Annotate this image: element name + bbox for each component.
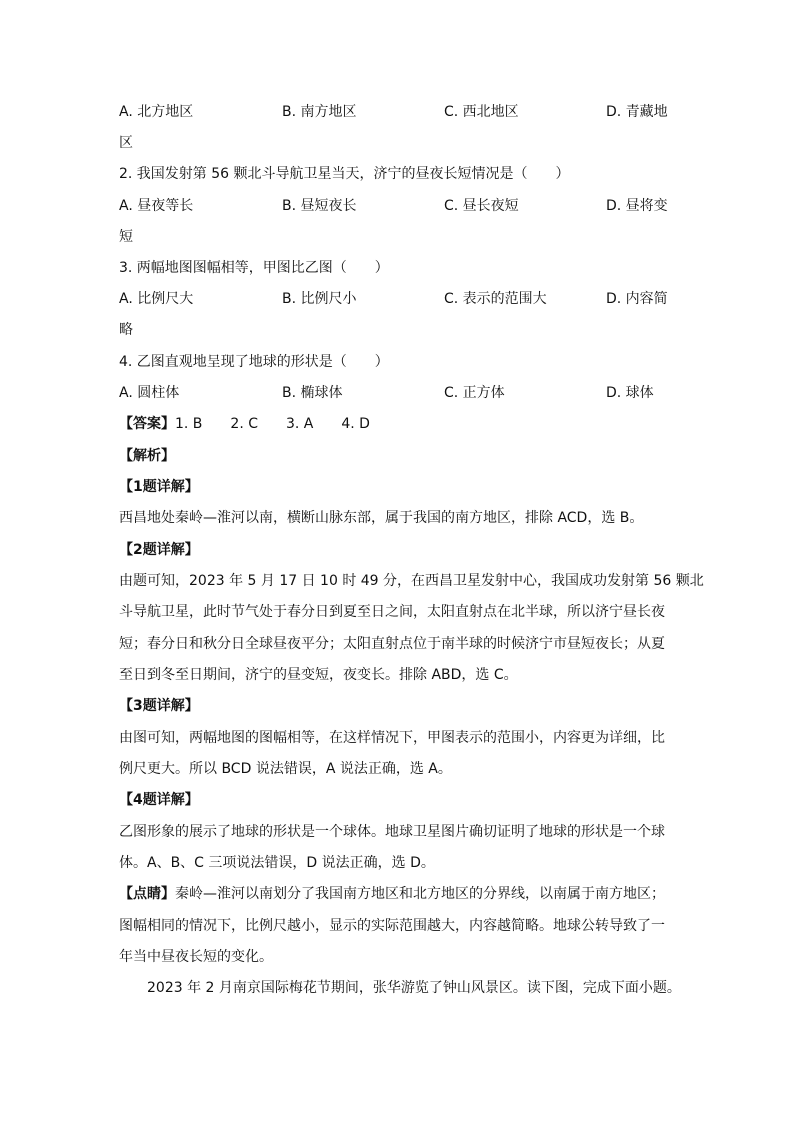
q2-option-c: C. 昼长夜短 [444,198,519,214]
detail-2-title: 【2题详解】 [119,542,199,558]
detail-3-line-2: 例尺更大。所以 BCD 说法错误，A 说法正确，选 A。 [119,761,452,777]
tip-label: 【点睛】 [119,886,175,902]
detail-3-line-1: 由图可知，两幅地图的图幅相等，在这样情况下，甲图表示的范围小，内容更为详细，比 [119,730,665,746]
q2-option-b: B. 昼短夜长 [282,198,357,214]
q4-option-b: B. 椭球体 [282,385,343,401]
detail-2-line-2: 斗导航卫星，此时节气处于春分日到夏至日之间，太阳直射点在北半球，所以济宁昼长夜 [119,604,665,620]
q3-option-d-wrap: 略 [119,322,133,338]
q2-option-d-wrap: 短 [119,229,133,245]
q2-option-a: A. 昼夜等长 [119,198,194,214]
detail-4-line-1: 乙图形象的展示了地球的形状是一个球体。地球卫星图片确切证明了地球的形状是一个球 [119,824,665,840]
tip-line-3: 年当中昼夜长短的变化。 [119,949,273,965]
answer-text: 1. B 2. C 3. A 4. D [175,416,370,432]
detail-4-title: 【4题详解】 [119,792,199,808]
q1-option-c: C. 西北地区 [444,104,519,120]
q3-stem: 3. 两幅地图图幅相等，甲图比乙图（ ） [119,260,389,276]
answer-line [119,414,370,434]
q1-option-d: D. 青藏地 [606,104,668,120]
detail-2-line-1: 由题可知，2023 年 5 月 17 日 10 时 49 分，在西昌卫星发射中心，我国成功发射第 56 颗北 [119,573,704,589]
detail-2-line-3: 短；春分日和秋分日全球昼夜平分；太阳直射点位于南半球的时候济宁市昼短夜长；从夏 [119,636,665,652]
q4-option-c: C. 正方体 [444,385,505,401]
q4-option-a: A. 圆柱体 [119,385,180,401]
q3-option-b: B. 比例尺小 [282,291,357,307]
q2-stem: 2. 我国发射第 56 颗北斗导航卫星当天，济宁的昼夜长短情况是（ ） [119,166,570,182]
tip-first-text: 秦岭—淮河以南划分了我国南方地区和北方地区的分界线，以南属于南方地区； [175,886,665,902]
q1-option-b: B. 南方地区 [282,104,357,120]
tip-line-2: 图幅相同的情况下，比例尺越小，显示的实际范围越大，内容越简略。地球公转导致了一 [119,918,665,934]
q3-option-a: A. 比例尺大 [119,291,194,307]
next-section-intro: 2023 年 2 月南京国际梅花节期间，张华游览了钟山风景区。读下图，完成下面小题。 [147,980,681,996]
tip-line-1 [119,884,665,904]
detail-4-line-2: 体。A、B、C 三项说法错误，D 说法正确，选 D。 [119,855,435,871]
analysis-label: 【解析】 [119,448,175,464]
detail-2-line-4: 至日到冬至日期间，济宁的昼变短，夜变长。排除 ABD，选 C。 [119,667,518,683]
q2-option-d: D. 昼将变 [606,198,668,214]
detail-3-title: 【3题详解】 [119,698,199,714]
answer-label: 【答案】 [119,416,175,432]
q1-option-a: A. 北方地区 [119,104,194,120]
detail-1-title: 【1题详解】 [119,479,199,495]
detail-1-line-1: 西昌地处秦岭—淮河以南，横断山脉东部，属于我国的南方地区，排除 ACD，选 B。 [119,510,644,526]
q4-option-d: D. 球体 [606,385,654,401]
q3-option-d: D. 内容简 [606,291,668,307]
q3-option-c: C. 表示的范围大 [444,291,547,307]
q4-stem: 4. 乙图直观地呈现了地球的形状是（ ） [119,354,389,370]
q1-option-d-wrap: 区 [119,135,133,151]
